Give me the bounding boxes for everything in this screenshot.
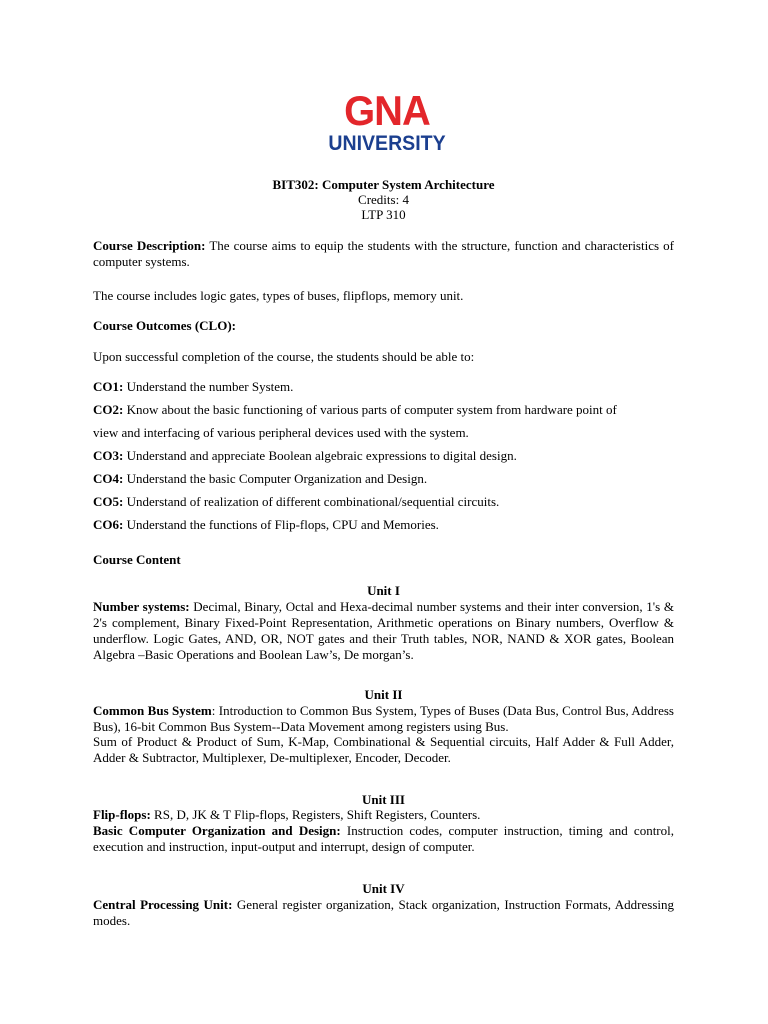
outcome-label: CO4:	[93, 471, 124, 486]
unit-paragraph	[93, 734, 674, 766]
unit-paragraph-label: Central Processing Unit:	[93, 897, 233, 912]
unit-paragraph-text: Sum of Product & Product of Sum, K-Map, Combinational & Sequential circuits, Half Adder & Full Adder, Adder & Subtractor, Multiplexer, De-multiplexer, Encoder, Decoder.	[93, 734, 674, 765]
unit-paragraph-text: RS, D, JK & T Flip-flops, Registers, Shift Registers, Counters.	[150, 807, 481, 822]
outcome-item	[93, 517, 674, 533]
unit-paragraph-text: : Introduction to Common Bus System, Types of Buses (Data Bus, Control Bus, Address Bus), 16-bit Common Bus System--Data Movement among registers using Bus.	[93, 703, 674, 734]
outcome-label: CO1:	[93, 379, 124, 394]
university-logo	[317, 87, 457, 155]
course-description	[93, 238, 674, 270]
outcome-label: CO5:	[93, 494, 124, 509]
outcome-item	[93, 471, 674, 487]
course-outcomes-intro: Upon successful completion of the course, the students should be able to:	[93, 349, 475, 364]
unit-title: Unit I	[367, 583, 400, 598]
unit-title: Unit IV	[362, 881, 405, 896]
course-ltp: LTP 310	[361, 207, 406, 222]
outcome-item-continuation: view and interfacing of various peripheral devices used with the system.	[93, 425, 469, 440]
outcome-item	[93, 379, 674, 395]
outcome-text: Know about the basic functioning of various parts of computer system from hardware point of	[123, 402, 617, 417]
course-description-label: Course Description:	[93, 238, 206, 253]
course-credits: Credits: 4	[358, 192, 409, 207]
unit-paragraph-text: Decimal, Binary, Octal and Hexa-decimal number systems and their inter conversion, 1's & 2's complement, Binary Fixed-Point Representation, Arithmetic operations on Binary numbers, Overflow & underflow. Logic Gates, AND, OR, NOT gates and their Truth tables, NOR, NAND & XOR gates, Boolean Algebra –Basic Operations and Boolean Law’s, De morgan’s.	[93, 599, 674, 662]
outcome-text: Understand of realization of different combinational/sequential circuits.	[123, 494, 500, 509]
unit-paragraph-text: Instruction codes, computer instruction, timing and control, execution and instruction, input-output and interrupt, design of computer.	[93, 823, 674, 854]
unit-paragraph	[93, 897, 674, 929]
unit-paragraph-label: Common Bus System	[93, 703, 212, 718]
outcome-item	[93, 448, 674, 464]
unit-paragraph-label: Flip-flops:	[93, 807, 151, 822]
outcome-label: CO2:	[93, 402, 124, 417]
course-outcomes-heading: Course Outcomes (CLO):	[93, 318, 236, 333]
unit-title: Unit III	[362, 792, 405, 807]
course-content-heading: Course Content	[93, 552, 181, 567]
unit-paragraph-text: General register organization, Stack organization, Instruction Formats, Addressing modes.	[93, 897, 674, 928]
outcome-item	[93, 402, 674, 418]
outcome-item	[93, 494, 674, 510]
outcome-label: CO6:	[93, 517, 124, 532]
outcome-text: Understand the functions of Flip-flops, CPU and Memories.	[123, 517, 439, 532]
unit-title: Unit II	[364, 687, 403, 702]
document-page	[93, 0, 674, 1024]
logo-text-university: UNIVERSITY	[328, 132, 446, 155]
outcome-text: Understand the number System.	[123, 379, 294, 394]
unit-paragraph-label: Basic Computer Organization and Design:	[93, 823, 341, 838]
unit-paragraph-label: Number systems:	[93, 599, 190, 614]
course-includes: The course includes logic gates, types of buses, flipflops, memory unit.	[93, 288, 464, 303]
logo-text-gna: GNA	[344, 87, 430, 134]
course-title: BIT302: Computer System Architecture	[272, 177, 495, 192]
outcome-text: Understand and appreciate Boolean algebraic expressions to digital design.	[123, 448, 517, 463]
unit-paragraph	[93, 823, 674, 855]
course-description-text: The course aims to equip the students with the structure, function and characteristics of computer systems.	[93, 238, 674, 269]
unit-paragraph	[93, 703, 674, 735]
outcome-label: CO3:	[93, 448, 124, 463]
unit-paragraph	[93, 599, 674, 663]
unit-paragraph	[93, 807, 674, 823]
outcome-text: Understand the basic Computer Organization and Design.	[123, 471, 428, 486]
